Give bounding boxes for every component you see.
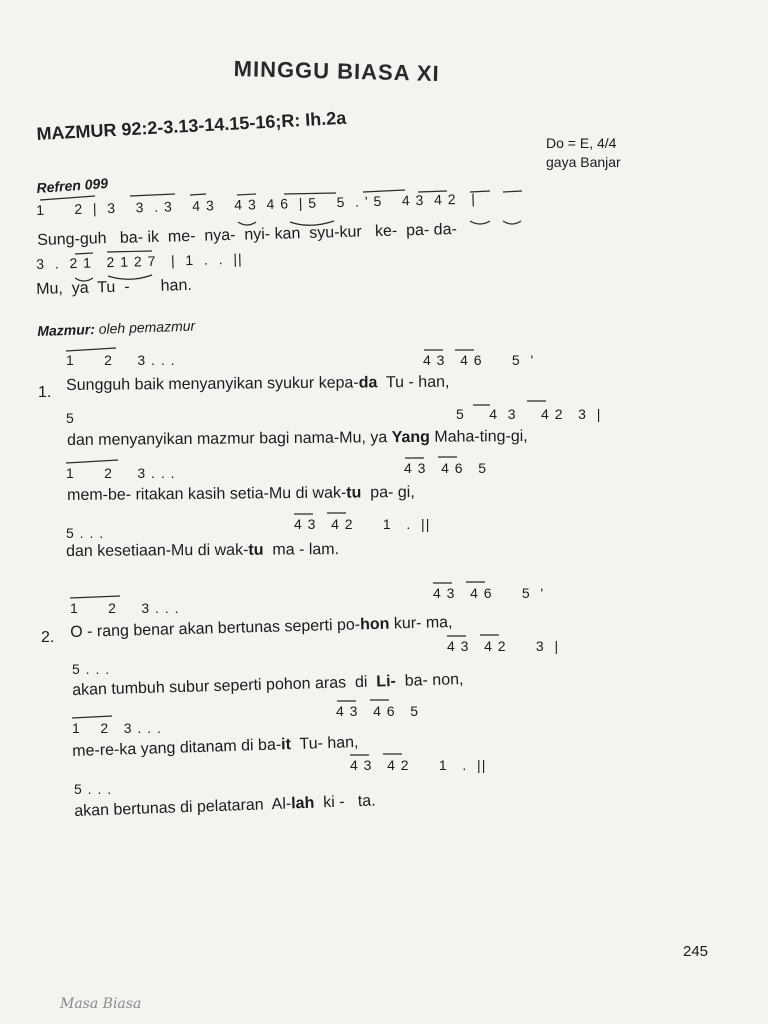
overline: [66, 348, 116, 351]
page-title: MINGGU BIASA XI: [233, 56, 441, 87]
overline: [66, 460, 118, 463]
verse2-notes-line2-b: 4 3 4 2 3 |: [447, 638, 560, 654]
lyric-part: pa- gi,: [361, 483, 415, 502]
verse2-notes-line2-a: 5 . . .: [72, 661, 111, 677]
lyric-part: me-re-ka yang ditanam di ba-: [72, 736, 282, 760]
verse2-notes-line3-a: 1 2 3 . . .: [72, 720, 162, 736]
mazmur-label-bold: Mazmur:: [37, 320, 96, 339]
overline: [470, 191, 490, 192]
verse2-notes-line3-b: 4 3 4 6 5: [336, 703, 420, 719]
mazmur-performer: oleh pemazmur: [94, 317, 196, 337]
verse1-notes-line2-b: 5 4 3 4 2 3 |: [456, 406, 602, 422]
lyric-part: ki - ta.: [314, 792, 376, 812]
refrain-lyric-line2: Mu, ya Tu - han.: [36, 276, 193, 298]
verse1-number: 1.: [38, 384, 52, 401]
verse2-number: 2.: [41, 629, 55, 646]
overline: [237, 194, 256, 195]
lyric-bold: it: [280, 736, 292, 754]
lyric-bold: lah: [290, 794, 315, 813]
verse1-notes-line2-a: 5: [66, 410, 75, 426]
overline: [418, 191, 447, 192]
refrain-notes-line1: 1 2 | 3 3 . 3 4 3 4 3 4 6 | 5 5 . ' 5 4 3 4 2 |: [36, 190, 477, 218]
refrain-notes-line2: 3 . 2 1 2 1 2 7 | 1 . . ||: [36, 250, 243, 272]
overline: [107, 251, 152, 252]
overline: [284, 193, 336, 194]
lyric-part: ba- non,: [395, 671, 464, 690]
key-style: gaya Banjar: [546, 154, 621, 170]
verse2-notes-line4-b: 4 3 4 2 1 . ||: [350, 757, 487, 773]
lyric-part: Sungguh baik menyanyikan syukur kepa-: [66, 374, 359, 394]
psalm-reference: MAZMUR 92:2-3.13-14.15-16;R: Ih.2a: [36, 107, 347, 144]
lyric-part: Maha-ting-gi,: [429, 427, 528, 446]
lyric-bold: Yang: [391, 428, 430, 447]
overline: [363, 190, 405, 192]
lyric-part: akan bertunas di pelataran Al-: [74, 795, 292, 820]
verse1-notes-line4-b: 4 3 4 2 1 . ||: [294, 516, 431, 532]
slur: [75, 278, 93, 281]
verse1-notes-line3-a: 1 2 3 . . .: [66, 465, 176, 481]
verse2-notes-line1-a: 1 2 3 . . .: [70, 600, 180, 616]
section-footer: Masa Biasa: [60, 996, 142, 1012]
verse1-notes-line1-b: 4 3 4 6 5 ': [423, 352, 535, 368]
lyric-bold: hon: [359, 615, 390, 634]
overline: [70, 596, 120, 598]
lyric-bold: da: [358, 374, 378, 392]
page-number: 245: [683, 943, 709, 960]
lyric-part: dan kesetiaan-Mu di wak-: [66, 541, 249, 560]
refrain-lyric-line1: Sung-guh ba- ik me- nya- nyi- kan syu-kur ke- pa- da-: [37, 221, 458, 249]
overline: [190, 194, 206, 195]
slur: [503, 221, 521, 224]
lyric-part: kur- ma,: [389, 613, 453, 633]
verse2-notes-line4-a: 5 . . .: [74, 781, 113, 797]
overline: [503, 191, 522, 192]
key-tempo: Do = E, 4/4: [546, 135, 617, 151]
lyric-part: Tu - han,: [377, 373, 450, 392]
lyric-bold: Li-: [376, 672, 397, 691]
verse1-notes-line1-a: 1 2 3 . . .: [66, 352, 176, 368]
lyric-bold: tu: [248, 541, 264, 559]
lyric-part: ma - lam.: [263, 541, 340, 559]
overline: [40, 196, 95, 200]
lyric-part: akan tumbuh subur seperti pohon aras di: [72, 673, 377, 699]
overline: [72, 716, 112, 718]
lyric-part: O - rang benar akan bertunas seperti po-: [70, 616, 361, 641]
overline: [75, 253, 93, 254]
refrain-label: Refren 099: [36, 175, 109, 196]
verse2-notes-line1-b: 4 3 4 6 5 ': [433, 585, 545, 601]
verse1-notes-line3-b: 4 3 4 6 5: [404, 460, 488, 476]
lyric-part: mem-be- ritakan kasih setia-Mu di wak-: [67, 484, 347, 504]
lyric-part: dan menyanyikan mazmur bagi nama-Mu, ya: [67, 429, 392, 449]
slur: [290, 221, 334, 225]
slur: [238, 222, 256, 225]
overline: [130, 194, 175, 196]
verse1-notes-line4-a: 5 . . .: [66, 525, 105, 541]
lyric-part: Tu- han,: [290, 734, 359, 754]
slur: [108, 275, 152, 279]
slur: [470, 221, 490, 224]
lyric-bold: tu: [346, 484, 362, 502]
